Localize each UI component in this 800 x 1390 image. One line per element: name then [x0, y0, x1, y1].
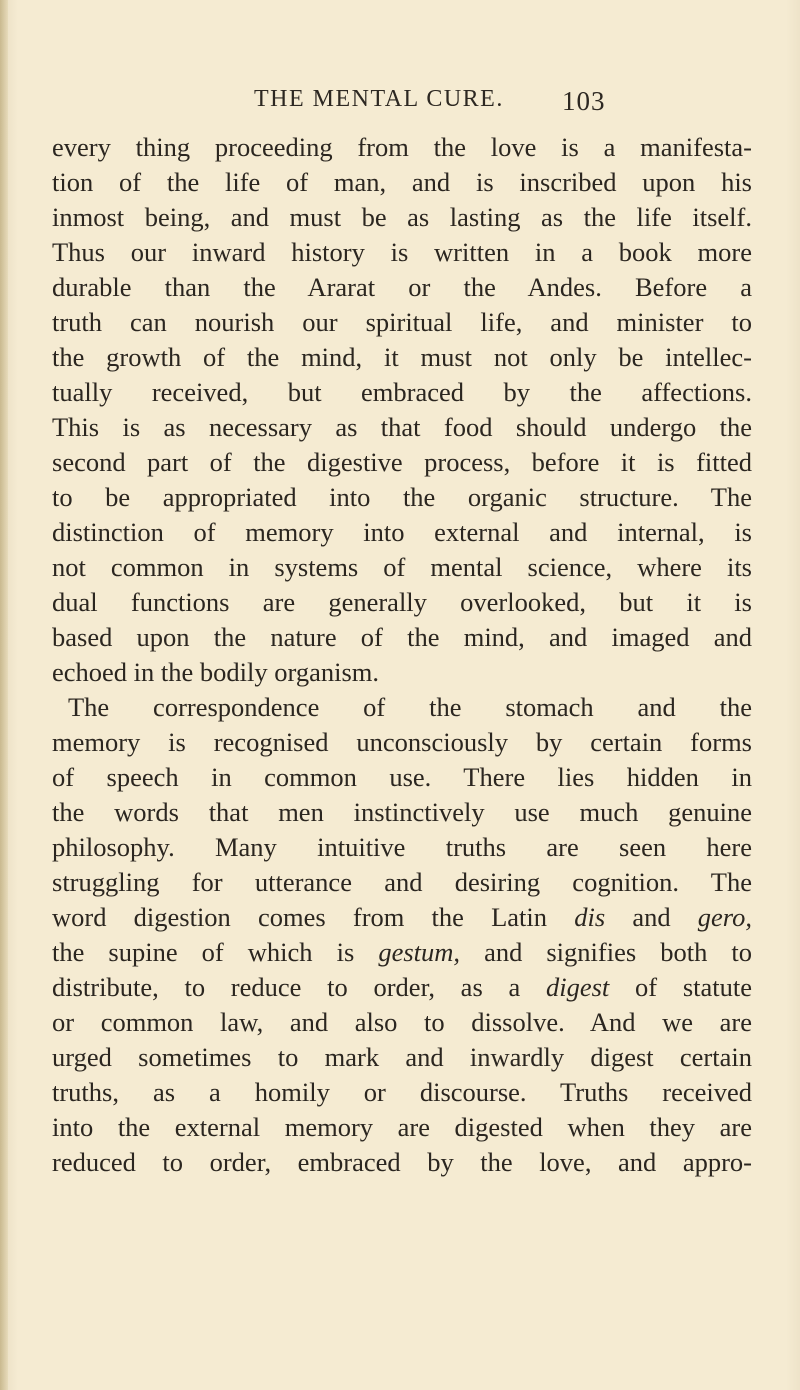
running-title: THE MENTAL CURE. [254, 86, 504, 112]
text-line: distinction of memory into external and internal, is [52, 517, 752, 547]
text-line: durable than the Ararat or the Andes. Before a [52, 272, 752, 302]
text-line: of speech in common use. There lies hidden in [52, 762, 752, 792]
text-run: word digestion comes from the Latin [52, 902, 575, 932]
text-line: the words that men instinctively use much genuine [52, 797, 752, 827]
text-line: inmost being, and must be as lasting as the life itself. [52, 202, 752, 232]
text-line: urged sometimes to mark and inwardly digest certain [52, 1042, 752, 1072]
italic-word: dis [574, 902, 606, 932]
text-line: truth can nourish our spiritual life, and minister to [52, 307, 752, 337]
text-line: into the external memory are digested when they are [52, 1112, 752, 1142]
italic-word: digest [545, 972, 610, 1002]
text-line: every thing proceeding from the love is a manifesta- [52, 132, 752, 162]
italic-word: gero, [697, 902, 752, 932]
body-text [52, 130, 752, 1180]
text-line: struggling for utterance and desiring cognition. The [52, 867, 752, 897]
text-line: to be appropriated into the organic structure. The [52, 482, 752, 512]
running-header [0, 86, 800, 126]
page-gutter-edge [0, 0, 8, 1390]
text-line: reduced to order, embraced by the love, and appro- [52, 1147, 752, 1177]
text-line: tion of the life of man, and is inscribed upon his [52, 167, 752, 197]
text-line: dual functions are generally overlooked, but it is [52, 587, 752, 617]
text-line: second part of the digestive process, before it is fitted [52, 447, 752, 477]
text-run: distribute, to reduce to order, as a [52, 972, 546, 1002]
text-line: Thus our inward history is written in a book more [52, 237, 752, 267]
text-line: This is as necessary as that food should undergo the [52, 412, 752, 442]
text-line: The correspondence of the stomach and the [68, 692, 752, 722]
italic-word: gestum, [378, 937, 461, 967]
text-line: echoed in the bodily organism. [52, 657, 380, 687]
text-line: the growth of the mind, it must not only be intellec- [52, 342, 752, 372]
text-run: the supine of which is [52, 937, 379, 967]
text-line: or common law, and also to dissolve. And we are [52, 1007, 752, 1037]
text-run: and signifies both to [460, 937, 752, 967]
text-line [52, 935, 752, 970]
text-line: not common in systems of mental science, where its [52, 552, 752, 582]
text-line: philosophy. Many intuitive truths are seen here [52, 832, 752, 862]
text-line: truths, as a homily or discourse. Truths received [52, 1077, 752, 1107]
text-line: memory is recognised unconsciously by certain forms [52, 727, 752, 757]
text-line [52, 970, 752, 1005]
page-number: 103 [562, 86, 606, 116]
text-line: tually received, but embraced by the affections. [52, 377, 752, 407]
text-run: and [605, 902, 698, 932]
text-line [52, 900, 752, 935]
text-line: based upon the nature of the mind, and imaged and [52, 622, 752, 652]
text-run: of statute [609, 972, 753, 1002]
